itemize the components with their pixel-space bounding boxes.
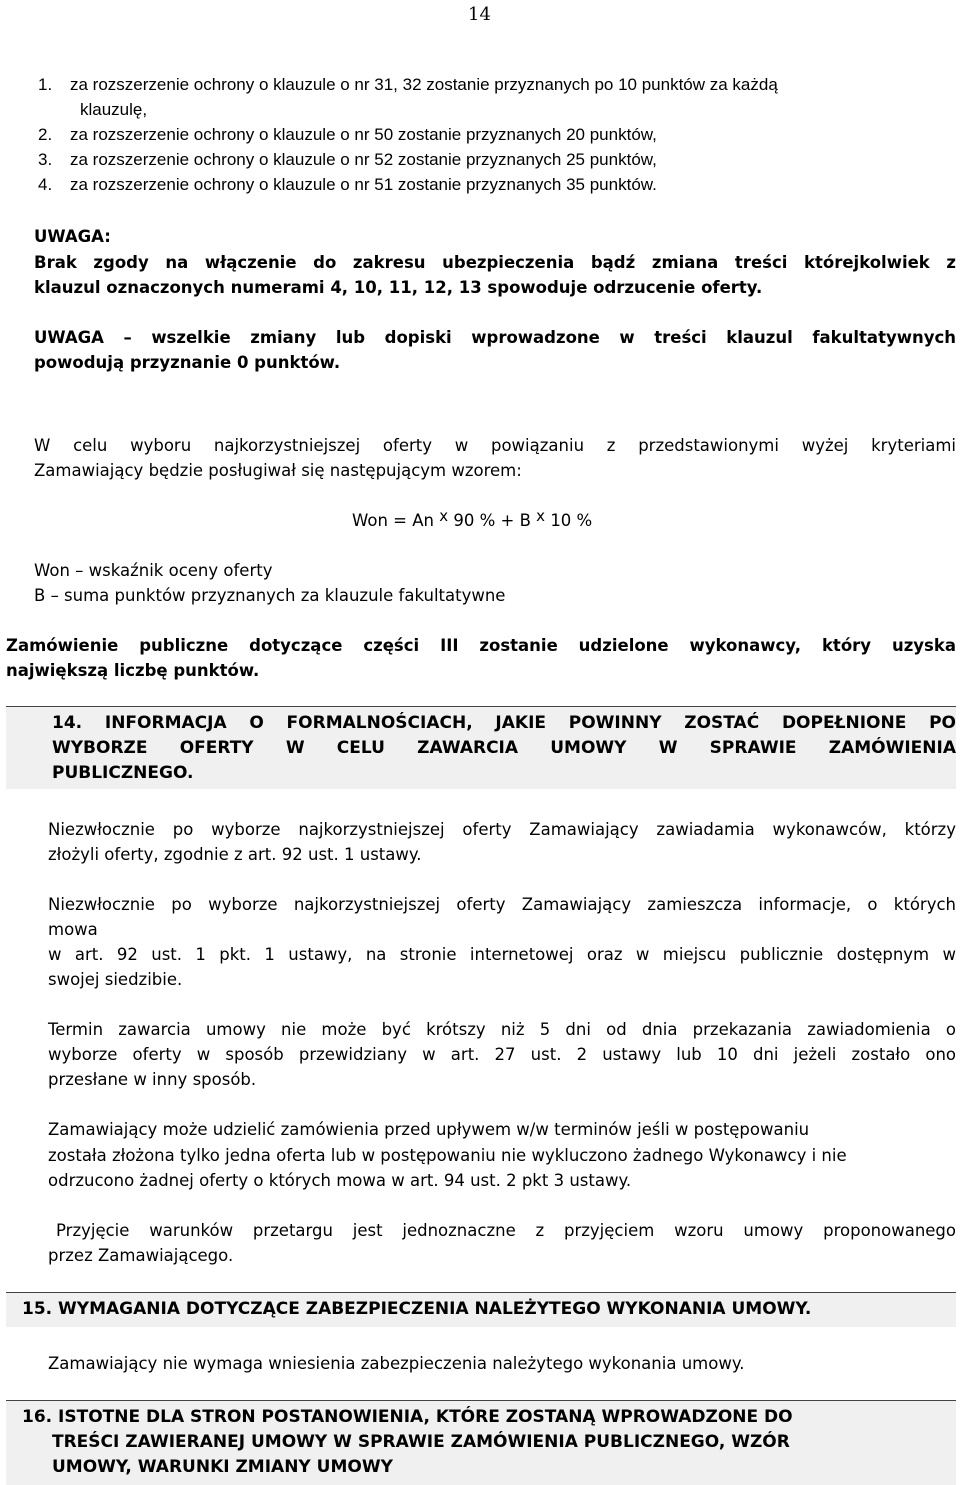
paragraph-line: została złożona tylko jedna oferta lub w postępowaniu nie wykluczono żadnego Wykonawcy i nie (48, 1146, 847, 1165)
paragraph-line: Niezwłocznie po wyborze najkorzystniejszej oferty Zamawiający zawiadamia wykonawców, którzy (48, 820, 956, 839)
warning-text-line: Brak zgody na włączenie do zakresu ubezpieczenia bądź zmiana treści którejkolwiek z (34, 253, 956, 272)
paragraph-line: przesłane w inny sposób. (48, 1070, 257, 1089)
warning-title: UWAGA: (34, 227, 111, 246)
multiply-sign: x (536, 507, 546, 525)
paragraph-line: Niezwłocznie po wyborze najkorzystniejszej oferty Zamawiający zamieszcza informacje, o których (48, 895, 956, 914)
paragraph-line: Przyjęcie warunków przetargu jest jednoznaczne z przyjęciem wzoru umowy proponowanego (56, 1221, 956, 1240)
paragraph-line: Termin zawarcia umowy nie może być krótszy niż 5 dni od dnia przekazania zawiadomienia o (48, 1020, 956, 1039)
formula-intro-line: W celu wyboru najkorzystniejszej oferty w powiązaniu z przedstawionymi wyżej kryteriami (34, 436, 956, 455)
section-16-header: 16. ISTOTNE DLA STRON POSTANOWIENIA, KTÓRE ZOSTANĄ WPROWADZONE DO TREŚCI ZAWIERANEJ UMOWY W SPRAWIE ZAMÓWIENIA PUBLICZNEGO, WZÓR UMOWY, WARUNKI ZMIANY UMOWY (6, 1400, 956, 1485)
paragraph-line: Zamawiający nie wymaga wniesienia zabezpieczenia należytego wykonania umowy. (48, 1354, 745, 1373)
points-list (38, 72, 958, 197)
section-14-header: 14. INFORMACJA O FORMALNOŚCIACH, JAKIE POWINNY ZOSTAĆ DOPEŁNIONE PO WYBORZE OFERTY W CELU ZAWARCIA UMOWY W SPRAWIE ZAMÓWIENIA PUBLICZNEGO. (6, 706, 956, 789)
formula-intro-line: Zamawiający będzie posługiwał się następującym wzorem: (34, 461, 522, 480)
list-item-continuation: klauzulę, (80, 100, 148, 119)
list-item: 1. za rozszerzenie ochrony o klauzule o nr 31, 32 zostanie przyznanych po 10 punktów za każdą (38, 75, 778, 94)
award-line: Zamówienie publiczne dotyczące części III zostanie udzielone wykonawcy, który uzyska (6, 636, 956, 655)
warning-text-line: UWAGA – wszelkie zmiany lub dopiski wprowadzone w treści klauzul fakultatywnych (34, 328, 956, 347)
paragraph-line: Zamawiający może udzielić zamówienia przed upływem w/w terminów jeśli w postępowaniu (48, 1120, 810, 1139)
award-line: największą liczbę punktów. (6, 661, 260, 680)
paragraph-line: w art. 92 ust. 1 pkt. 1 ustawy, na stronie internetowej oraz w miejscu publicznie dostępnym w (48, 945, 956, 964)
list-item: 2. za rozszerzenie ochrony o klauzule o nr 50 zostanie przyznanych 20 punktów, (38, 125, 657, 144)
paragraph-line: mowa (48, 920, 98, 939)
paragraph-line: przez Zamawiającego. (48, 1246, 234, 1265)
legend-b: B – suma punktów przyznanych za klauzule fakultatywne (34, 586, 506, 605)
legend-won: Won – wskaźnik oceny oferty (34, 561, 273, 580)
paragraph-line: odrzucono żadnej oferty o których mowa w art. 94 ust. 2 pkt 3 ustawy. (48, 1171, 632, 1190)
warning-text-line: powodują przyznanie 0 punktów. (34, 353, 341, 372)
paragraph-line: złożyli oferty, zgodnie z art. 92 ust. 1 ustawy. (48, 845, 422, 864)
page-number: 14 (468, 4, 491, 25)
paragraph-line: swojej siedzibie. (48, 970, 183, 989)
warning-text-line: klauzul oznaczonych numerami 4, 10, 11, 12, 13 spowoduje odrzucenie oferty. (34, 278, 763, 297)
list-item: 3. za rozszerzenie ochrony o klauzule o nr 52 zostanie przyznanych 25 punktów, (38, 150, 657, 169)
section-15-header: 15. WYMAGANIA DOTYCZĄCE ZABEZPIECZENIA NALEŻYTEGO WYKONANIA UMOWY. (6, 1292, 956, 1327)
formula: Won = An x 90 % + B x 10 % (352, 507, 593, 530)
paragraph-line: wyborze oferty w sposób przewidziany w art. 27 ust. 2 ustawy lub 10 dni jeżeli zostało ono (48, 1045, 956, 1064)
multiply-sign: x (439, 507, 449, 525)
list-item: 4. za rozszerzenie ochrony o klauzule o nr 51 zostanie przyznanych 35 punktów. (38, 175, 657, 194)
